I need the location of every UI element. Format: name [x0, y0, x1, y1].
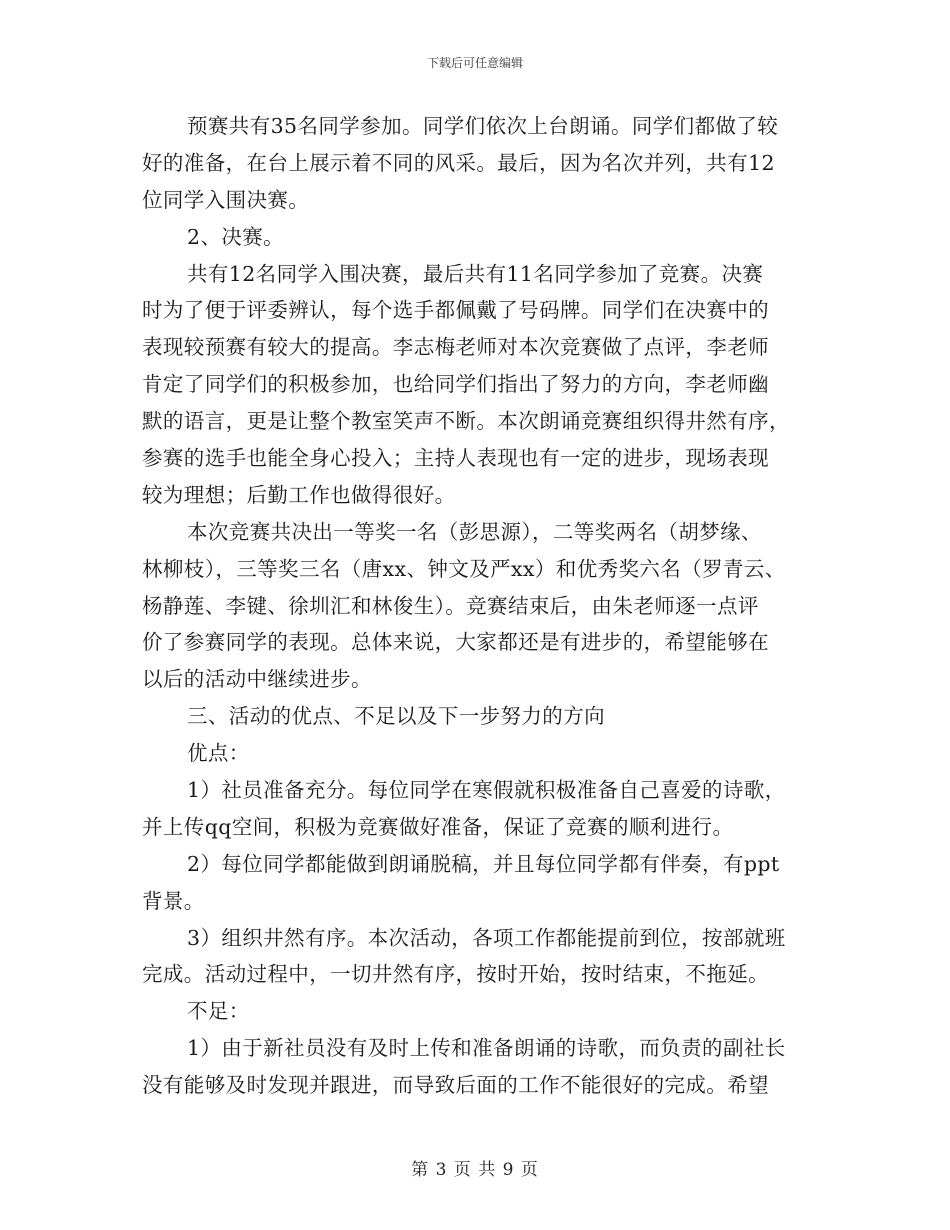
text-line: 并上传qq空间，积极为竞赛做好准备，保证了竞赛的顺利进行。	[142, 814, 734, 839]
text-line: 优点：	[187, 741, 250, 766]
text-line: 肯定了同学们的积极参加，也给同学们指出了努力的方向，李老师幽	[142, 372, 769, 397]
text-line: 位同学入围决赛。	[142, 187, 310, 212]
document-body	[142, 108, 810, 1104]
text-line: 3）组织井然有序。本次活动，各项工作都能提前到位，按部就班	[187, 925, 786, 950]
text-line: 杨静莲、李键、徐圳汇和林俊生）。竞赛结束后，由朱老师逐一点评	[142, 593, 759, 618]
text-line: 较为理想；后勤工作也做得很好。	[142, 482, 456, 507]
page-header: 下载后可任意编辑	[426, 56, 523, 70]
text-line: 参赛的选手也能全身心投入；主持人表现也有一定的进步，现场表现	[142, 446, 769, 471]
text-line: 林柳枝），三等奖三名（唐xx、钟文及严xx）和优秀奖六名（罗青云、	[142, 556, 786, 581]
text-line: 完成。活动过程中，一切井然有序，按时开始，按时结束，不拖延。	[142, 962, 769, 987]
text-line: 三、活动的优点、不足以及下一步努力的方向	[187, 704, 605, 729]
text-line: 1）社员准备充分。每位同学在寒假就积极准备自己喜爱的诗歌，	[187, 778, 786, 803]
text-line: 时为了便于评委辨认，每个选手都佩戴了号码牌。同学们在决赛中的	[142, 298, 769, 323]
text-line: 预赛共有35名同学参加。同学们依次上台朗诵。同学们都做了较	[187, 114, 779, 138]
text-line: 默的语言，更是让整个教室笑声不断。本次朗诵竞赛组织得井然有序，	[142, 409, 790, 434]
text-line: 共有12名同学入围决赛，最后共有11名同学参加了竞赛。决赛	[187, 261, 764, 286]
text-line: 以后的活动中继续进步。	[142, 667, 372, 692]
text-line: 2）每位同学都能做到朗诵脱稿，并且每位同学都有伴奏，有ppt	[187, 851, 780, 876]
text-line: 价了参赛同学的表现。总体来说，大家都还是有进步的，希望能够在	[142, 630, 769, 655]
text-line: 背景。	[142, 888, 205, 913]
text-line: 本次竞赛共决出一等奖一名（彭思源），二等奖两名（胡梦缘、	[187, 519, 762, 544]
text-line: 2、决赛。	[187, 224, 285, 249]
text-line: 好的准备，在台上展示着不同的风采。最后，因为名次并列，共有12	[142, 150, 775, 175]
text-line: 表现较预赛有较大的提高。李志梅老师对本次竞赛做了点评，李老师	[142, 335, 769, 360]
text-line: 没有能够及时发现并跟进，而导致后面的工作不能很好的完成。希望	[142, 1073, 769, 1098]
page-footer: 第 3 页 共 9 页	[411, 1160, 539, 1180]
text-line: 1）由于新社员没有及时上传和准备朗诵的诗歌，而负责的副社长	[187, 1036, 786, 1061]
text-line: 不足：	[187, 999, 250, 1024]
